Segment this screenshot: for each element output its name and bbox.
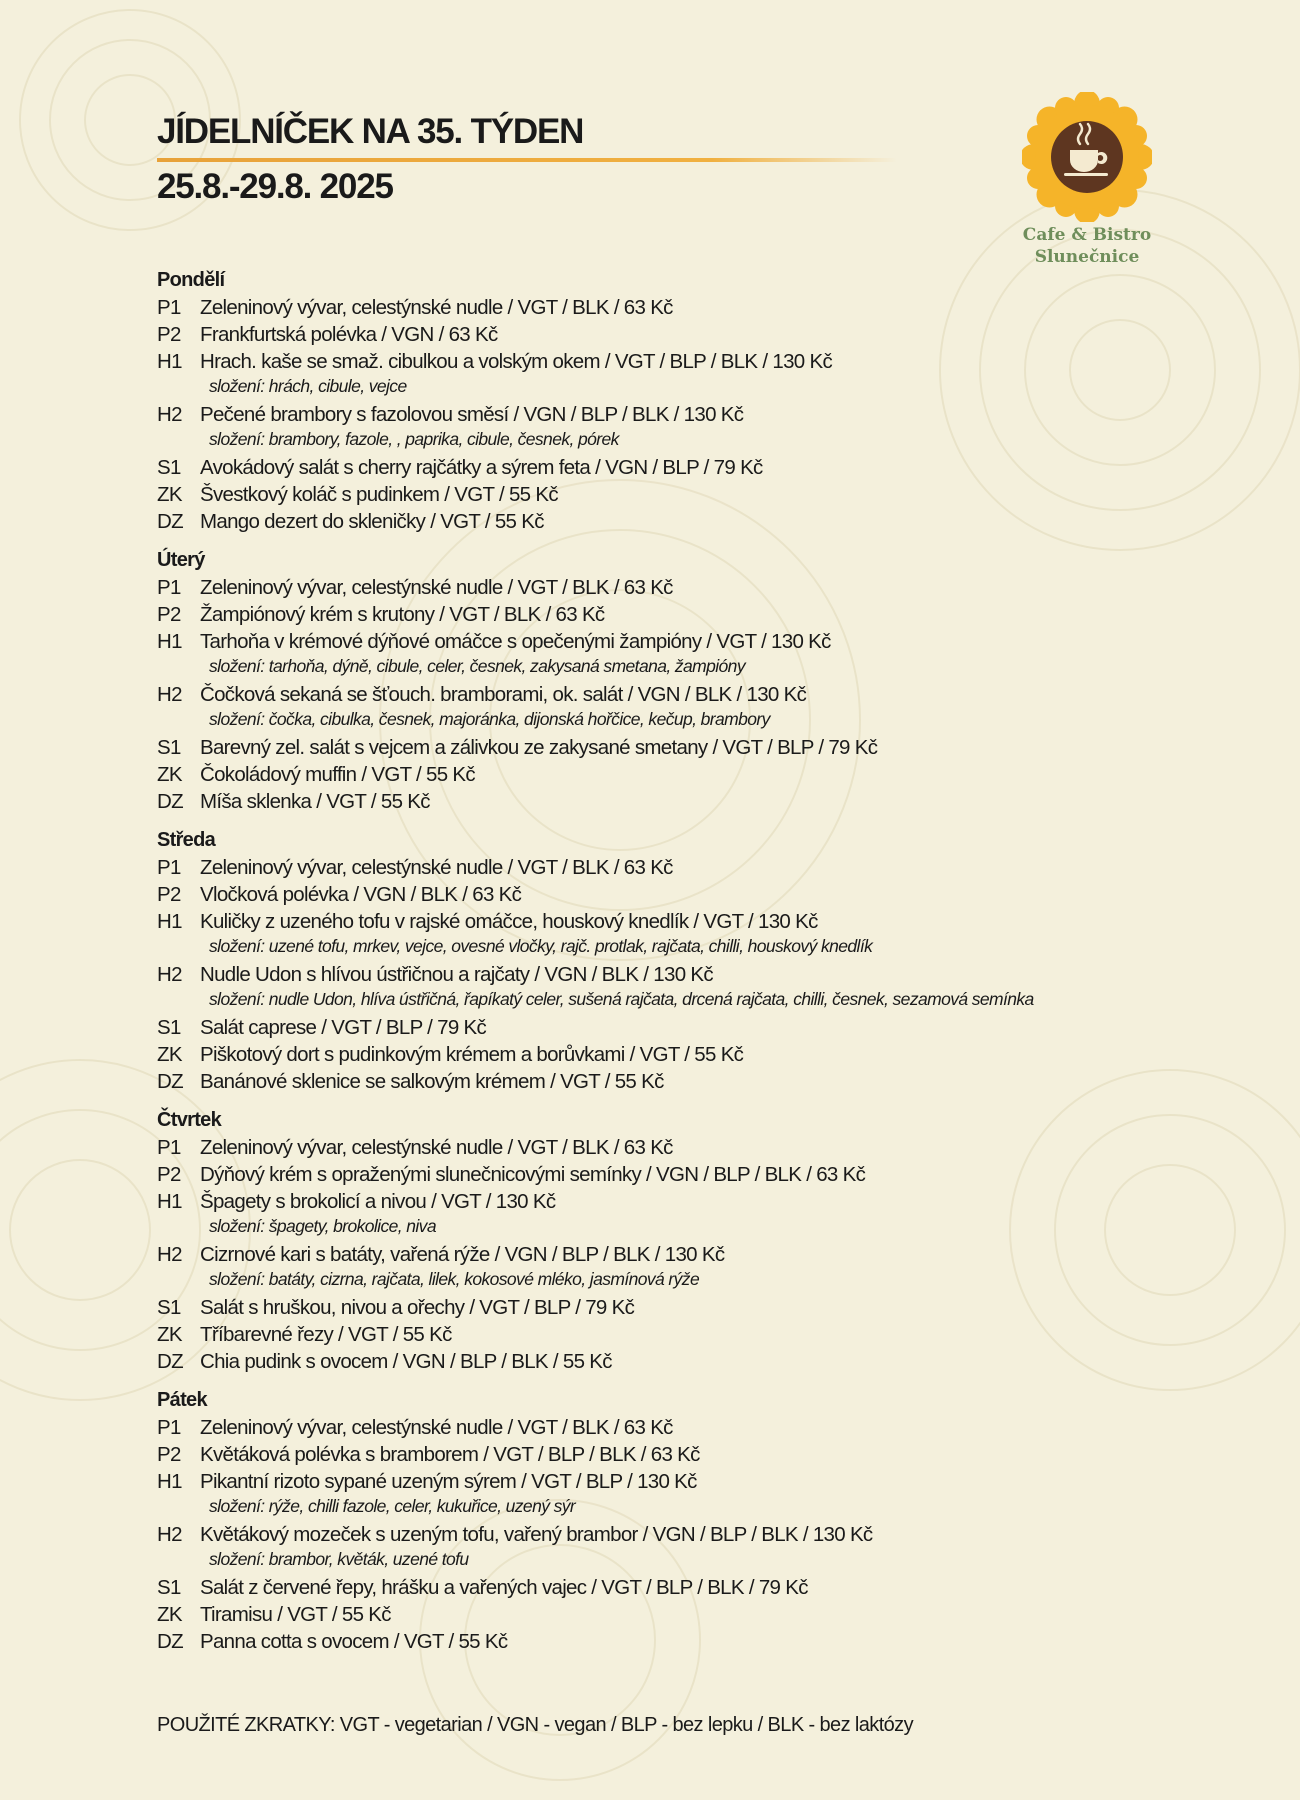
menu-item [157,881,1277,908]
menu-item-dish: Žampiónový krém s krutony / VGT / BLK / 63 Kč [200,603,605,626]
menu-item [157,1241,1277,1268]
menu-item-code: ZK [157,1323,182,1346]
menu-item-dish: Zeleninový vývar, celestýnské nudle / VGT / BLK / 63 Kč [200,296,673,319]
page-title: JÍDELNÍČEK NA 35. TÝDEN [157,112,584,151]
menu-item-dish: Pečené brambory s fazolovou směsí / VGN / BLP / BLK / 130 Kč [200,403,744,426]
menu-item-code: H1 [157,350,182,373]
menu-item-dish: Špagety s brokolicí a nivou / VGT / 130 Kč [200,1190,556,1213]
menu-item [157,734,1277,761]
menu-item-code: ZK [157,763,182,786]
day-section [157,547,1277,815]
menu-item-composition: složení: uzené tofu, mrkev, vejce, ovesné vločky, rajč. protlak, rajčata, chilli, houskový knedlík [209,936,873,956]
menu-item-dish: Zeleninový vývar, celestýnské nudle / VGT / BLK / 63 Kč [200,1136,673,1159]
menu-item-code: ZK [157,1603,182,1626]
menu-item-code: H2 [157,1243,182,1266]
menu-item [157,1521,1277,1548]
menu-item-code: H2 [157,683,182,706]
menu-item-composition: složení: hrách, cibule, vejce [209,376,407,396]
menu-item-code: P1 [157,576,181,599]
menu-item-composition: složení: čočka, cibulka, česnek, majoránka, dijonská hořčice, kečup, brambory [209,709,770,729]
menu-item-composition: složení: nudle Udon, hlíva ústřičná, řapíkatý celer, sušená rajčata, drcená rajčata, chilli, česnek, sezamová semínka [209,989,1034,1009]
menu-item [157,1441,1277,1468]
menu-item-code: H1 [157,910,182,933]
menu-item-code: H1 [157,630,182,653]
menu-item-dish: Zeleninový vývar, celestýnské nudle / VGT / BLK / 63 Kč [200,576,673,599]
menu-item [157,961,1277,988]
menu-item [157,574,1277,601]
menu-item [157,1321,1277,1348]
menu-item-dish: Čokoládový muffin / VGT / 55 Kč [200,763,475,786]
menu-item [157,1188,1277,1215]
menu-item-dish: Tiramisu / VGT / 55 Kč [200,1603,391,1626]
menu-item-dish: Nudle Udon s hlívou ústřičnou a rajčaty / VGN / BLK / 130 Kč [200,963,713,986]
menu-item-dish: Barevný zel. salát s vejcem a zálivkou ze zakysané smetany / VGT / BLP / 79 Kč [200,736,878,759]
menu-item-dish: Salát z červené řepy, hrášku a vařených vajec / VGT / BLP / BLK / 79 Kč [200,1576,808,1599]
menu-item [157,454,1277,481]
menu-item-code: S1 [157,736,181,759]
menu-item [157,1601,1277,1628]
menu-item-dish: Kuličky z uzeného tofu v rajské omáčce, houskový knedlík / VGT / 130 Kč [200,910,818,933]
menu-item-code: P1 [157,1416,181,1439]
menu-item [157,481,1277,508]
menu-item-code: DZ [157,1630,183,1653]
menu-item [157,1161,1277,1188]
menu-item-dish: Hrach. kaše se smaž. cibulkou a volským okem / VGT / BLP / BLK / 130 Kč [200,350,833,373]
menu-item-code: P1 [157,1136,181,1159]
menu-item [157,1468,1277,1495]
menu-item [157,1348,1277,1375]
logo [1012,92,1162,268]
menu-item [157,1574,1277,1601]
menu-item [157,1014,1277,1041]
menu-item-code: P1 [157,856,181,879]
menu-item [157,628,1277,655]
menu-item-dish: Banánové sklenice se salkovým krémem / VGT / 55 Kč [200,1070,664,1093]
menu-item [157,788,1277,815]
day-heading: Středa [157,829,216,851]
menu-item-composition: složení: batáty, cizrna, rajčata, lilek, kokosové mléko, jasmínová rýže [209,1269,700,1289]
menu-item [157,908,1277,935]
menu-item-dish: Tarhoňa v krémové dýňové omáčce s opečenými žampióny / VGT / 130 Kč [200,630,831,653]
menu-item-code: DZ [157,1070,183,1093]
menu-item-composition: složení: brambor, květák, uzené tofu [209,1549,469,1569]
menu-item-dish: Cizrnové kari s batáty, vařená rýže / VGN / BLP / BLK / 130 Kč [200,1243,725,1266]
menu-item-code: P2 [157,323,181,346]
menu-item-dish: Piškotový dort s pudinkovým krémem a borůvkami / VGT / 55 Kč [200,1043,744,1066]
day-section [157,827,1277,1095]
menu-item [157,1134,1277,1161]
menu-item [157,761,1277,788]
menu-item [157,294,1277,321]
menu-item-composition: složení: tarhoňa, dýně, cibule, celer, česnek, zakysaná smetana, žampióny [209,656,745,676]
day-heading: Čtvrtek [157,1109,222,1131]
day-section [157,1387,1277,1655]
menu-item-dish: Květákový mozeček s uzeným tofu, vařený brambor / VGN / BLP / BLK / 130 Kč [200,1523,873,1546]
menu-item-code: P2 [157,883,181,906]
menu-item-dish: Tříbarevné řezy / VGT / 55 Kč [200,1323,452,1346]
menu-item-dish: Frankfurtská polévka / VGN / 63 Kč [200,323,498,346]
menu-item-code: P2 [157,1443,181,1466]
logo-line-2: Slunečnice [1034,247,1140,267]
logo-line-1: Cafe & Bistro [1022,225,1152,245]
menu-item-dish: Zeleninový vývar, celestýnské nudle / VGT / BLK / 63 Kč [200,1416,673,1439]
menu-item-code: DZ [157,790,183,813]
menu-item-composition: složení: brambory, fazole, , paprika, cibule, česnek, pórek [209,429,619,449]
menu-item-code: S1 [157,1016,181,1039]
menu-item-code: ZK [157,483,182,506]
menu-item [157,401,1277,428]
menu-item-code: H1 [157,1470,182,1493]
menu-item [157,681,1277,708]
menu-item [157,348,1277,375]
menu-item-composition: složení: rýže, chilli fazole, celer, kukuřice, uzený sýr [209,1496,576,1516]
menu-item-code: DZ [157,510,183,533]
menu-item-dish: Pikantní rizoto sypané uzeným sýrem / VGT / BLP / 130 Kč [200,1470,697,1493]
title-underline [157,158,897,162]
menu-item-dish: Vločková polévka / VGN / BLK / 63 Kč [200,883,522,906]
week-dates: 25.8.-29.8. 2025 [157,167,393,206]
menu-item-dish: Švestkový koláč s pudinkem / VGT / 55 Kč [200,483,558,506]
abbreviations-legend: POUŽITÉ ZKRATKY: VGT - vegetarian / VGN - vegan / BLP - bez lepku / BLK - bez laktózy [157,1714,913,1736]
menu-item-dish: Avokádový salát s cherry rajčátky a sýrem feta / VGN / BLP / 79 Kč [200,456,763,479]
menu-item-dish: Panna cotta s ovocem / VGT / 55 Kč [200,1630,508,1653]
menu-item-code: ZK [157,1043,182,1066]
menu-item [157,508,1277,535]
day-section [157,267,1277,535]
menu-item-composition: složení: špagety, brokolice, niva [209,1216,436,1236]
menu-item [157,321,1277,348]
menu-item [157,1414,1277,1441]
menu-item-dish: Mango dezert do skleničky / VGT / 55 Kč [200,510,544,533]
menu-item [157,1041,1277,1068]
menu-item-code: H2 [157,963,182,986]
menu-item-code: S1 [157,456,181,479]
menu-item-code: H2 [157,403,182,426]
coffee-cup-sun-icon [1022,92,1152,222]
menu-item [157,601,1277,628]
menu-item-code: P2 [157,603,181,626]
menu-item-code: P1 [157,296,181,319]
day-heading: Úterý [157,549,205,571]
menu-item-code: P2 [157,1163,181,1186]
menu-item-code: S1 [157,1296,181,1319]
menu-item-code: H2 [157,1523,182,1546]
menu-item-dish: Chia pudink s ovocem / VGN / BLP / BLK / 55 Kč [200,1350,612,1373]
menu-item-dish: Zeleninový vývar, celestýnské nudle / VGT / BLK / 63 Kč [200,856,673,879]
menu-item-dish: Čočková sekaná se šťouch. bramborami, ok. salát / VGN / BLK / 130 Kč [200,683,807,706]
menu-item-code: H1 [157,1190,182,1213]
menu-item-dish: Míša sklenka / VGT / 55 Kč [200,790,430,813]
menu-item-dish: Dýňový krém s opraženými slunečnicovými semínky / VGN / BLP / BLK / 63 Kč [200,1163,866,1186]
menu-item [157,1628,1277,1655]
menu-item-dish: Květáková polévka s bramborem / VGT / BLP / BLK / 63 Kč [200,1443,700,1466]
menu-item [157,1068,1277,1095]
menu-item-dish: Salát s hruškou, nivou a ořechy / VGT / BLP / 79 Kč [200,1296,635,1319]
menu-item-code: S1 [157,1576,181,1599]
day-section [157,1107,1277,1375]
weekly-menu [157,267,1277,1667]
menu-item [157,854,1277,881]
day-heading: Pátek [157,1389,207,1411]
menu-item [157,1294,1277,1321]
menu-item-dish: Salát caprese / VGT / BLP / 79 Kč [200,1016,487,1039]
menu-item-code: DZ [157,1350,183,1373]
day-heading: Pondělí [157,269,225,291]
